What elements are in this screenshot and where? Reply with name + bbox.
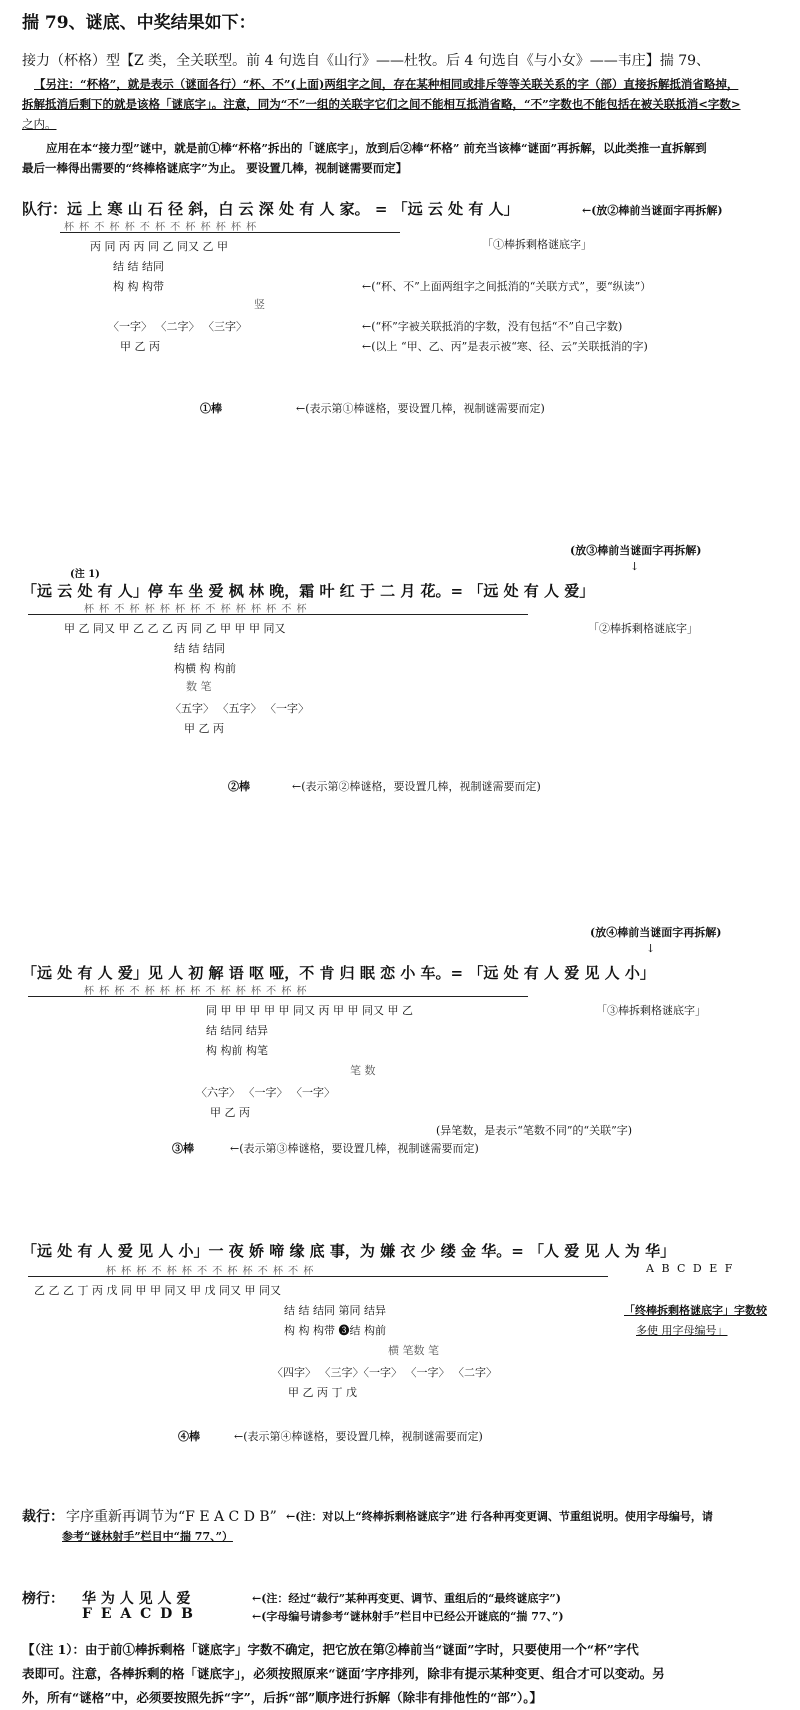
bang2-top-note: (放③棒前当谜面字再拆解) [570,544,702,557]
bang2-label: ②棒 [228,780,250,793]
bang3-sub-note: 「③棒拆剩格谜底字」 [596,1004,706,1017]
bang2-strikes: 杯 杯 不 杯 杯 杯 杯 杯 不 杯 杯 杯 杯 不 杯 [84,604,308,615]
bang-row-note-2: ←(字母编号请参考“谜林射手”栏目中已经公开谜底的“揣 77、”) [252,1610,564,1623]
bang4-row-a: 乙 乙 乙 丁 丙 戊 同 甲 甲 同又 甲 戊 同又 甲 同又 [34,1284,281,1297]
cai-label: 裁行： [22,1509,64,1525]
cai-note-1: ←(注：对以上“终棒拆剩格谜底字”进 行各种再变更调、节重组说明。使用字母编号，请 [286,1510,713,1523]
bang1-row-c: 构 构 构带 [113,280,164,293]
bang2-label-note: ←(表示第②棒谜格，要设置几棒，视制谜需要而定) [292,780,541,793]
bang1-right-note: ←(放②棒前当谜面字再拆解) [582,204,723,217]
bang2-row-b: 结 结 结同 [174,642,225,655]
bang4-letters: A B C D E F [646,1262,735,1275]
intro-line-6: 最后一棒得出需要的“终棒格谜底字”为止。 要设置几棒，视制谜需要而定】 [22,161,408,175]
intro-line-2: 【另注：“杯格”，就是表示（谜面各行）“杯、不”(上面)两组字之间，存在某种相同或排斥等等关联关系的字（部）直接拆解抵消省略掉， [34,77,739,91]
bang3-label-note: ←(表示第③棒谜格，要设置几棒，视制谜需要而定) [230,1142,479,1155]
bang3-arrow-down: ↓ [646,942,656,955]
intro-line-1: 接力（杯格）型【Z 类，全关联型。前 4 句选自《山行》——杜牧。后 4 句选自《与小女》——韦庄】揣 79、 [22,53,711,69]
bang4-label-note: ←(表示第④棒谜格，要设置几棒，视制谜需要而定) [234,1430,483,1443]
bang3-groups-2: 甲 乙 丙 [210,1106,250,1119]
bang2-row-d: 数 笔 [186,680,212,693]
bang1-strikes: 杯 杯 不 杯 杯 不 杯 不 杯 杯 杯 杯 杯 [64,222,258,233]
bang1-row-b: 结 结 结同 [113,260,164,273]
footnote-line-2: 表即可。注意，各棒拆剩的格「谜底字」，必须按照原来“谜面’字序排列，除非有提示某种变更、组合才可以变动。另 [22,1666,665,1681]
bang4-row-d: 横 笔数 笔 [388,1344,439,1357]
bang4-strikes: 杯 杯 杯 不 杯 杯 不 不 杯 杯 不 杯 不 杯 [106,1266,315,1277]
bang-row-note-1: ←(注：经过“裁行”某种再变更、调节、重组后的“最终谜底字”) [252,1592,561,1605]
bang4-riddle: 「远 处 有 人 爱 见 人 小」一 夜 娇 啼 缘 底 事，为 嫌 衣 少 缕 金 华。= 「人 爱 见 人 为 华」 [22,1242,676,1260]
page-title: 揣 79、谜底、中奖结果如下： [22,13,256,33]
cai-text: 字序重新再调节为“F E A C D B” [66,1509,277,1525]
bang3-riddle: 「远 处 有 人 爱」见 人 初 解 语 呕 哑，不 肯 归 眠 恋 小 车。= 「远 处 有 人 爱 见 人 小」 [22,964,655,982]
bang3-extra-note: (异笔数，是表示“笔数不同”的“关联”字) [436,1124,633,1137]
bang-row-letters: F E A C D B [82,1606,195,1622]
bang4-row-c: 构 构 构带 ❸结 构前 [284,1324,386,1337]
bang3-row-d: 笔 数 [350,1064,376,1077]
bang3-row-a: 同 甲 甲 甲 甲 甲 同又 丙 甲 甲 同又 甲 乙 [206,1004,413,1017]
bang1-sub-note: 「①棒拆剩格谜底字」 [482,238,592,251]
bang2-row-a: 甲 乙 同又 甲 乙 乙 乙 丙 同 乙 甲 甲 甲 同又 [64,622,286,635]
bang1-row-d: 竖 [254,298,265,311]
bang3-top-note: (放④棒前当谜面字再拆解) [590,926,722,939]
bang2-groups: 〈五字〉 〈五字〉 〈一字〉 [170,702,309,715]
bang3-label: ③棒 [172,1142,194,1155]
bang3-strikes: 杯 杯 杯 不 杯 杯 杯 杯 不 杯 杯 杯 不 杯 杯 [84,986,308,997]
bang-row-chars: 华 为 人 见 人 爱 [82,1591,191,1607]
bang1-label-note: ←(表示第①棒谜格，要设置几棒，视制谜需要而定) [296,402,545,415]
bang1-groups-2: 甲 乙 丙 [120,340,160,353]
bang1-note-2: ←(“杯”字被关联抵消的字数，没有包括“不”自己字数) [362,320,623,333]
footnote-line-1: 【（注 1）：由于前①棒拆剩格「谜底字」字数不确定，把它放在第②棒前当“谜面”字时，只要使用一个“杯”字代 [22,1642,639,1657]
bang2-note-tag: (注 1) [70,569,100,580]
bang1-groups: 〈一字〉 〈二字〉 〈三字〉 [108,320,247,333]
intro-line-4: 之内。 [22,117,57,131]
intro-line-5: 应用在本“接力型”谜中，就是前①棒“杯格”拆出的「谜底字」，放到后②棒“杯格” 前充当该棒“谜面”再拆解，以此类推一直拆解到 [46,141,707,155]
bang4-row-b: 结 结 结同 第同 结异 [284,1304,386,1317]
bang4-sub-note-2: 多使 用字母编号」 [636,1324,728,1337]
bang1-note-3: ←(以上 “甲、乙、丙”是表示被“寒、径、云”关联抵消的字) [362,340,648,353]
bang2-arrow-down: ↓ [630,560,640,573]
bang4-sub-note-1: 「终棒拆剩格谜底字」字数较 [624,1304,767,1317]
bang3-row-c: 构 构前 构笔 [206,1044,268,1057]
bang1-riddle: 队行：远 上 寒 山 石 径 斜，白 云 深 处 有 人 家。 = 「远 云 处 有 人」 [22,200,519,218]
bang-row-label: 榜行： [22,1591,64,1607]
bang2-sub-note: 「②棒拆剩格谜底字」 [588,622,698,635]
intro-line-3: 拆解抵消后剩下的就是该格「谜底字」。注意，同为“不”一组的关联字它们之间不能相互抵消省略，“不”字数也不能包括在被关联抵消<字数> [22,97,741,111]
bang1-label: ①棒 [200,402,222,415]
bang2-row-c: 构横 构 构前 [174,662,236,675]
bang4-label: ④棒 [178,1430,200,1443]
bang3-groups: 〈六字〉 〈一字〉 〈一字〉 [196,1086,335,1099]
cai-note-2: 参考“谜林射手”栏目中“揣 77、”） [62,1530,233,1543]
bang2-riddle: 「远 云 处 有 人」停 车 坐 爱 枫 林 晚，霜 叶 红 于 二 月 花。= 「远 处 有 人 爱」 [22,582,595,600]
bang1-note-1: ←(“杯、不”上面两组字之间抵消的“关联方式”，要“纵读”） [362,280,652,293]
bang2-groups-2: 甲 乙 丙 [184,722,224,735]
footnote-line-3: 外，所有“谜格”中，必须要按照先拆“字”，后拆“部”顺序进行拆解（除非有排他性的“部”）。】 [22,1690,543,1705]
bang4-groups-2: 甲 乙 丙 丁 戊 [288,1386,357,1399]
bang1-row-a: 丙 同 丙 丙 同 乙 同又 乙 甲 [90,240,228,253]
bang3-row-b: 结 结同 结异 [206,1024,268,1037]
bang4-groups: 〈四字〉 〈三字〉〈一字〉 〈一字〉 〈二字〉 [272,1366,497,1379]
